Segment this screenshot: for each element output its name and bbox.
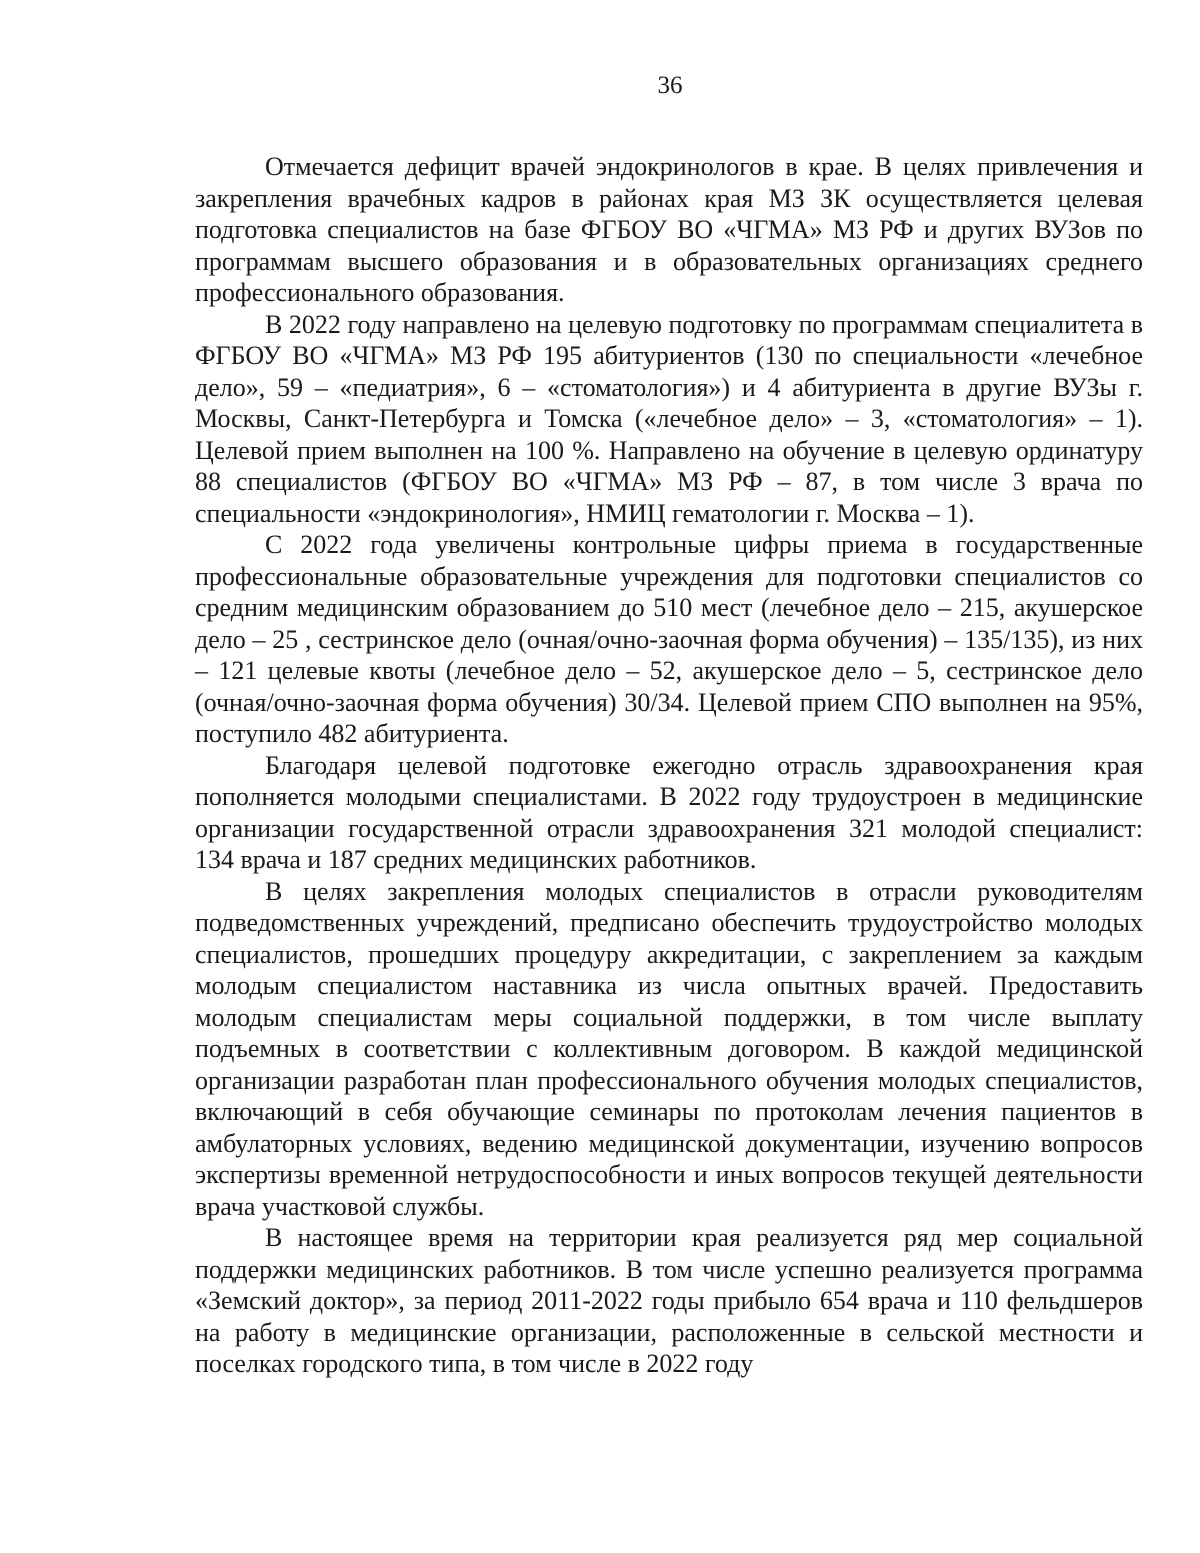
paragraph-2022-targeted-training: В 2022 году направлено на целевую подготовку по программам специалитета в ФГБОУ ВО «ЧГМА» МЗ РФ 195 абитуриентов (130 по специальности «лечебное дело», 59 – «педиатрия», 6 – «стоматология») и 4 абитуриента в другие ВУЗы г. Москвы, Санкт-Петербурга и Томска («лечебное дело» – 3, «стоматология» – 1). Целевой прием выполнен на 100 %. Направлено на обучение в целевую ординатуру 88 специалистов (ФГБОУ ВО «ЧГМА» МЗ РФ – 87, в том числе 3 врача по специальности «эндокринология», НМИЦ гематологии г. Москва – 1). — [195, 309, 1143, 528]
paragraph-endocrinologist-deficit: Отмечается дефицит врачей эндокринологов в крае. В целях привлечения и закрепления врачебных кадров в районах края МЗ ЗК осуществляется целевая подготовка специалистов на базе ФГБОУ ВО «ЧГМА» МЗ РФ и других ВУЗов по программам высшего образования и в образовательных организациях среднего профессионального образования. — [195, 152, 1143, 307]
paragraph-admission-figures: С 2022 года увеличены контрольные цифры приема в государственные профессиональные образовательные учреждения для подготовки специалистов со средним медицинским образованием до 510 мест (лечебное дело – 215, акушерское дело – 25 , сестринское дело (очная/очно-заочная форма обучения) – 135/135), из них – 121 целевые квоты (лечебное дело – 52, акушерское дело – 5, сестринское дело (очная/очно-заочная форма обучения) 30/34. Целевой прием СПО выполнен на 95%, поступило 482 абитуриента. — [195, 530, 1143, 748]
paragraph-young-specialists: Благодаря целевой подготовке ежегодно отрасль здравоохранения края пополняется молодыми специалистами. В 2022 году трудоустроен в медицинские организации государственной отрасли здравоохранения 321 молодой специалист: 134 врача и 187 средних медицинских работников. — [195, 750, 1143, 874]
page-number: 36 — [657, 72, 683, 99]
paragraph-social-support: В настоящее время на территории края реализуется ряд мер социальной поддержки медицинских работников. В том числе успешно реализуется программа «Земский доктор», за период 2011-2022 годы прибыло 654 врача и 110 фельдшеров на работу в медицинские организации, расположенные в сельской местности и поселках городского типа, в том числе в 2022 году — [195, 1223, 1143, 1378]
paragraph-retention-measures: В целях закрепления молодых специалистов в отрасли руководителям подведомственных учреждений, предписано обеспечить трудоустройство молодых специалистов, прошедших процедуру аккредитации, с закреплением за каждым молодым специалистом наставника из числа опытных врачей. Предоставить молодым специалистам меры социальной поддержки, в том числе выплату подъемных в соответствии с коллективным договором. В каждой медицинской организации разработан план профессионального обучения молодых специалистов, включающий в себя обучающие семинары по протоколам лечения пациентов в амбулаторных условиях, ведению медицинской документации, изучению вопросов экспертизы временной нетрудоспособности и иных вопросов текущей деятельности врача участковой службы. — [195, 876, 1143, 1221]
document-body — [195, 151, 1143, 1380]
